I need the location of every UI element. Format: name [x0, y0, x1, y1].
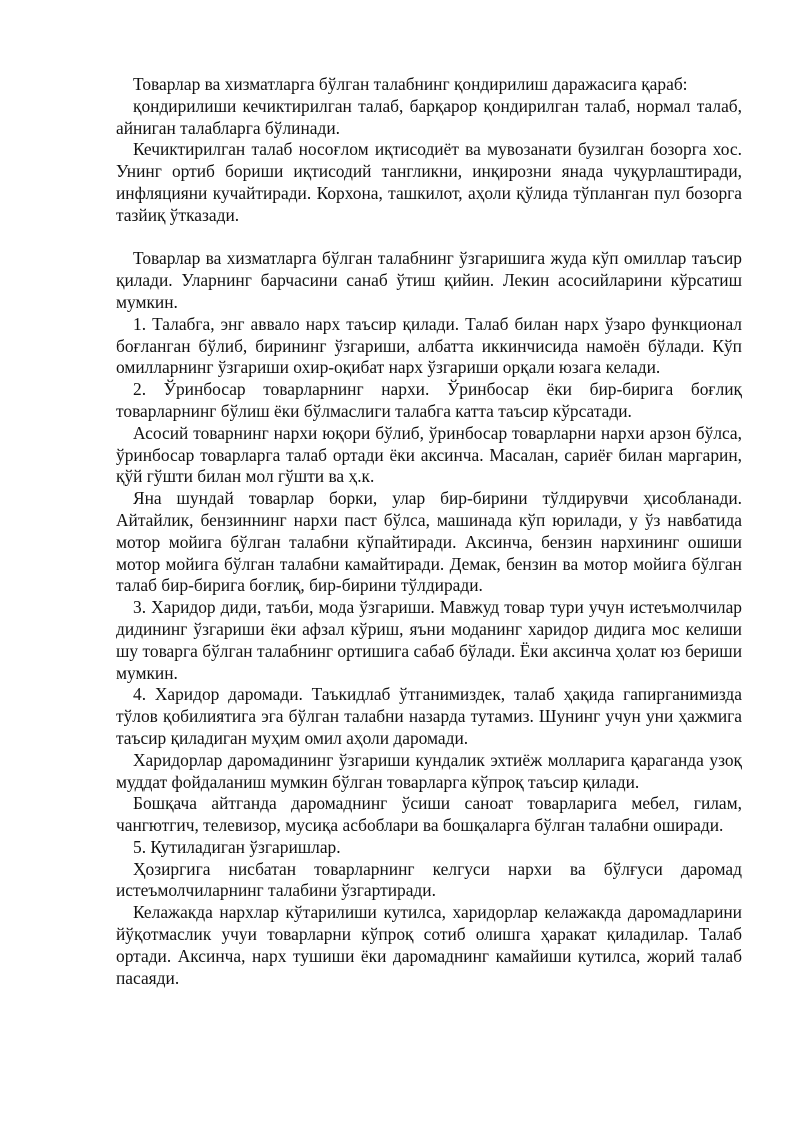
paragraph-15: Келажакда нархлар кўтарилиши кутилса, харидорлар келажакда даромадларини йўқотмаслик учуи товарларни кўпроқ сотиб олишга ҳаракат қиладилар. Талаб ортади. Аксинча, нарх тушиши ёки даромаднинг камайиши кутилса, жорий талаб пасаяди. [116, 902, 742, 988]
paragraph-11: Харидорлар даромадининг ўзгариши кундалик эхтиёж молларига қараганда узоқ муддат фойдаланиш мумкин бўлган товарларга кўпроқ таъсир қилади. [116, 749, 742, 792]
paragraph-13: 5. Кутиладиган ўзгаришлар. [133, 836, 341, 857]
paragraph-10: 4. Харидор даромади. Таъкидлаб ўтганимиздек, талаб ҳақида гапирганимизда тўлов қобилиятига эга бўлган талабни назарда тутамиз. Шунинг учун уни ҳажмига таъсир қиладиган муҳим омил аҳоли даромади. [116, 684, 742, 748]
paragraph-2: қондирилиши кечиктирилган талаб, барқарор қондирилган талаб, нормал талаб, айниган талабларга бўлинади. [116, 95, 742, 138]
paragraph-9: 3. Харидор диди, таъби, мода ўзгариши. Мавжуд товар тури учун истеъмолчилар дидининг ўзгариши ёки афзал кўриш, яъни моданинг харидор дидига мос келиши шу товарга бўлган талабнинг ортишига сабаб бўлади. Ёки аксинча ҳолат юз бериши мумкин. [116, 597, 742, 683]
document-page [116, 74, 742, 989]
paragraph-14: Ҳозиргига нисбатан товарларнинг келгуси нархи ва бўлғуси даромад истеъмолчиларнинг талабини ўзгартиради. [116, 858, 742, 901]
paragraph-3: Кечиктирилган талаб носоғлом иқтисодиёт ва мувозанати бузилган бозорга хос. Унинг ортиб бориши иқтисодий тангликни, инқирозни янада чуқурлаштиради, инфляцияни кучайтиради. Корхона, ташкилот, аҳоли қўлида тўпланган пул бозорга тазйиқ ўтказади. [116, 139, 742, 225]
paragraph-7: Асосий товарнинг нархи юқори бўлиб, ўринбосар товарларни нархи арзон бўлса, ўринбосар товарларга талаб ортади ёки аксинча. Масалан, сариёғ билан маргарин, қўй гўшти билан мол гўшти ва ҳ.к. [116, 422, 742, 487]
paragraph-6: 2. Ўринбосар товарларнинг нархи. Ўринбосар ёки бир-бирига боғлиқ товарларнинг бўлиш ёки бўлмаслиги талабга катта таъсир кўрсатади. [116, 379, 742, 421]
paragraph-8: Яна шундай товарлар борки, улар бир-бирини тўлдирувчи ҳисобланади. Айтайлик, бензиннинг нархи паст бўлса, машинада кўп юрилади, у ўз навбатида мотор мойига бўлган талабни кўпайтиради. Аксинча, бензин нархининг ошиши мотор мойига бўлган талабни камайтиради. Демак, бензин ва мотор мойига бўлган талаб бир-бирига боғлиқ, бир-бирини тўлдиради. [116, 488, 742, 596]
paragraph-4: Товарлар ва хизматларга бўлган талабнинг ўзгаришига жуда кўп омиллар таъсир қилади. Уларнинг барчасини санаб ўтиш қийин. Лекин асосийларини кўрсатиш мумкин. [116, 248, 742, 312]
paragraph-1: Товарлар ва хизматларга бўлган талабнинг қондирилиш даражасига қараб: [133, 74, 688, 94]
paragraph-5: 1. Талабга, энг аввало нарх таъсир қилади. Талаб билан нарх ўзаро функционал боғланган бўлиб, бирининг ўзгариши, албатта иккинчисида намоён бўлади. Кўп омилларнинг ўзгариши охир-оқибат нарх ўзгариши орқали юзага келади. [116, 313, 742, 378]
paragraph-12: Бошқача айтганда даромаднинг ўсиши саноат товарларига мебел, гилам, чангютгич, телевизор, мусиқа асбоблари ва бошқаларга бўлган талабни оширади. [116, 793, 742, 836]
